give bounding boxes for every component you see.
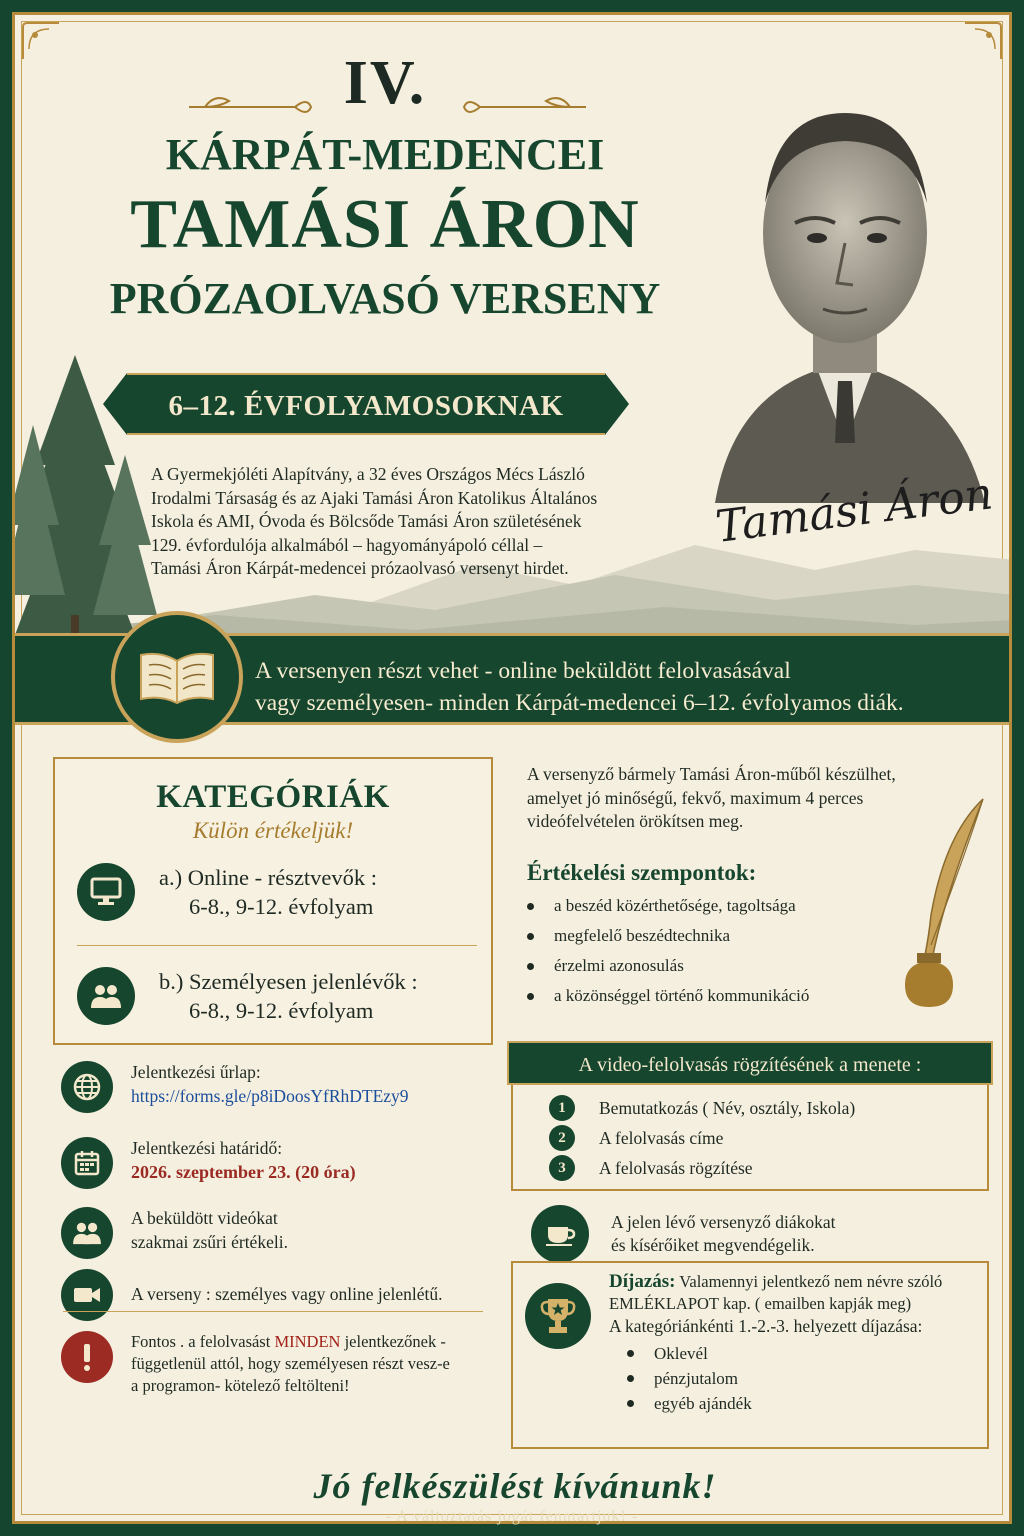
- people-icon: [61, 1207, 113, 1259]
- signature: Tamási Áron: [712, 468, 996, 553]
- form-link[interactable]: https://forms.gle/p8iDoosYfRhDTEzy9: [131, 1085, 409, 1106]
- title-block: [55, 45, 715, 327]
- deadline-label: Jelentkezési határidő:: [131, 1138, 283, 1158]
- criterion-text: a beszéd közérthetősége, tagoltsága: [554, 896, 796, 915]
- requirements-line: videófelvételen örökítsen meg.: [527, 811, 744, 831]
- intro-line: A Gyermekjóléti Alapítvány, a 32 éves Országos Mécs László: [151, 464, 585, 484]
- hospitality-info: [531, 1205, 836, 1263]
- requirements-line: A versenyző bármely Tamási Áron-műből készülhet,: [527, 764, 896, 784]
- categories-title: KATEGÓRIÁK: [156, 779, 390, 815]
- list-item: [549, 1093, 855, 1123]
- criterion-text: a közönséggel történő kommunikáció: [554, 986, 810, 1005]
- book-badge: [111, 611, 243, 743]
- mode-text: A verseny : személyes vagy online jelenlétű.: [131, 1284, 443, 1305]
- step-number: 2: [549, 1125, 575, 1151]
- closing-message: Jó felkészülést kívánunk!: [313, 1466, 717, 1506]
- categories-subtitle: Külön értékeljük!: [192, 818, 354, 843]
- categories-box: [53, 757, 493, 1045]
- prizes-line: EMLÉKLAPOT kap. ( emailben kapják meg): [609, 1294, 912, 1313]
- prizes-label: Díjazás:: [609, 1271, 676, 1292]
- step-number: 3: [549, 1155, 575, 1181]
- criteria-title: Értékelési szempontok:: [527, 860, 757, 885]
- hospitality-line: és kísérőiket megvendégelik.: [611, 1235, 815, 1255]
- portrait-illustration: [695, 63, 995, 503]
- warning-text: jelentkezőnek -: [340, 1332, 446, 1351]
- calendar-icon: [61, 1137, 113, 1189]
- eligibility-line: vagy személyesen- minden Kárpát-medencei 6–12. évfolyamos diák.: [255, 690, 904, 716]
- deadline-info: [61, 1137, 501, 1189]
- warning-line: a programon- kötelező feltölteni!: [131, 1376, 350, 1395]
- intro-line: Iskola és AMI, Óvoda és Bölcsőde Tamási Áron születésének: [151, 511, 582, 531]
- title-name: TAMÁSI ÁRON: [130, 186, 640, 263]
- category-grades: 6-8., 9-12. évfolyam: [189, 894, 374, 919]
- form-info: [61, 1061, 501, 1113]
- prizes-line: [609, 1271, 979, 1293]
- video-camera-icon: [61, 1269, 113, 1321]
- trophy-icon: [525, 1283, 591, 1349]
- grade-banner: 6–12. ÉVFOLYAMOSOKNAK: [127, 373, 605, 435]
- prizes-line: A kategóriánkénti 1.-2.-3. helyezett díjazása:: [609, 1316, 923, 1336]
- warning-info: [61, 1331, 501, 1397]
- step-text: A felolvasás címe: [599, 1127, 724, 1148]
- list-item: [527, 951, 907, 981]
- prizes-text-part: Valamennyi jelentkező nem névre szóló: [675, 1272, 943, 1291]
- video-process-title: A video-felolvasás rögzítésének a menete :: [507, 1041, 993, 1085]
- intro-line: Irodalmi Társaság és az Ajaki Tamási Áron Katolikus Általános: [151, 487, 598, 508]
- divider: [77, 945, 477, 946]
- jury-line: A beküldött videókat: [131, 1208, 278, 1228]
- step-text: Bemutatkozás ( Név, osztály, Iskola): [599, 1097, 856, 1118]
- jury-line: szakmai zsűri értékeli.: [131, 1231, 288, 1252]
- warning-line: [131, 1331, 450, 1353]
- step-text: A felolvasás rögzítése: [599, 1157, 753, 1178]
- hospitality-line: A jelen lévő versenyző diákokat: [611, 1211, 836, 1232]
- step-number: 1: [549, 1095, 575, 1121]
- poster: [12, 12, 1012, 1524]
- people-icon: [77, 967, 135, 1025]
- criteria-list: [527, 891, 907, 1011]
- warning-line: függetlenül attól, hogy személyesen részt vesz-e: [131, 1354, 450, 1373]
- video-steps: [549, 1093, 855, 1183]
- list-item: [627, 1391, 752, 1416]
- category-label: b.) Személyesen jelenlévők :: [159, 969, 418, 994]
- deadline-value: 2026. szeptember 23. (20 óra): [131, 1161, 356, 1182]
- monitor-icon: [77, 863, 135, 921]
- edition-number: IV.: [343, 49, 427, 117]
- prize-item: pénzjutalom: [654, 1369, 739, 1388]
- warning-highlight: MINDEN: [274, 1332, 341, 1351]
- prize-item: Oklevél: [654, 1344, 708, 1363]
- title-competition: PRÓZAOLVASÓ VERSENY: [109, 274, 661, 323]
- open-book-icon: [137, 647, 217, 707]
- divider: [63, 1311, 483, 1312]
- intro-line: Tamási Áron Kárpát-medencei prózaolvasó versenyt hirdet.: [151, 558, 569, 578]
- quill-inkwell-icon: [885, 795, 995, 1015]
- requirements-line: amelyet jó minőségű, fekvő, maximum 4 perces: [527, 787, 864, 808]
- title-region: KÁRPÁT-MEDENCEI: [165, 130, 605, 179]
- corner-ornament-icon: [961, 19, 1005, 63]
- category-label: a.) Online - résztvevők :: [159, 865, 378, 890]
- list-item: [549, 1153, 855, 1183]
- footer-note: - A változtatás jogát fenntartjuk! -: [385, 1508, 639, 1525]
- eligibility-line: A versenyen részt vehet - online beküldött felolvasásával: [255, 658, 791, 684]
- list-item: [527, 981, 907, 1011]
- list-item: [527, 921, 907, 951]
- prizes-list: [627, 1341, 752, 1416]
- jury-info: [61, 1207, 501, 1259]
- coffee-cup-icon: [531, 1205, 589, 1263]
- list-item: [527, 891, 907, 921]
- criterion-text: érzelmi azonosulás: [554, 956, 684, 975]
- prize-item: egyéb ajándék: [654, 1394, 752, 1413]
- warning-icon: [61, 1331, 113, 1383]
- warning-text: Fontos . a felolvasást: [131, 1332, 275, 1351]
- category-grades: 6-8., 9-12. évfolyam: [189, 998, 374, 1023]
- category-in-person: [77, 967, 477, 1025]
- prizes-text: [609, 1271, 979, 1337]
- list-item: [549, 1123, 855, 1153]
- intro-line: 129. évfordulója alkalmából – hagyományápoló céllal –: [151, 534, 543, 555]
- category-online: [77, 863, 477, 921]
- globe-icon: [61, 1061, 113, 1113]
- criterion-text: megfelelő beszédtechnika: [554, 926, 731, 945]
- mode-info: [61, 1269, 501, 1321]
- form-label: Jelentkezési űrlap:: [131, 1062, 261, 1082]
- list-item: [627, 1366, 752, 1391]
- eligibility-text: [255, 655, 995, 719]
- intro-text: [151, 463, 671, 581]
- list-item: [627, 1341, 752, 1366]
